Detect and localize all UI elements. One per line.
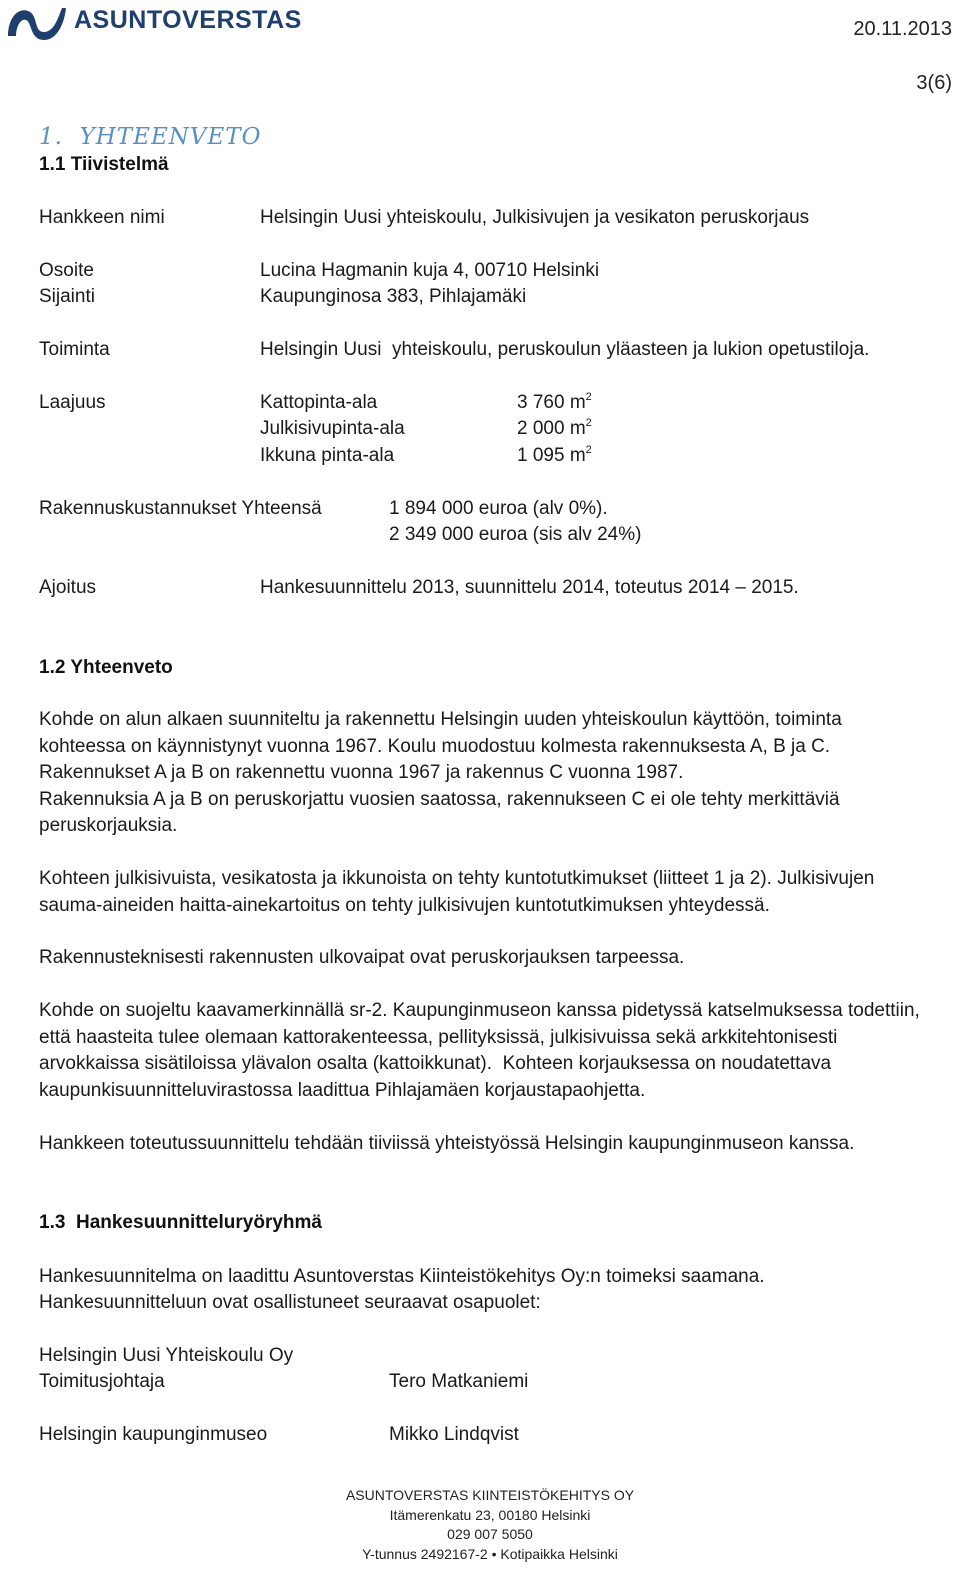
text-line: Kohde on suojeltu kaavamerkinnällä sr-2. Kaupunginmuseon kanssa pidetyssä katselmuksessa todettiin, (39, 1000, 920, 1021)
overview-paragraph (39, 866, 955, 919)
location-label: Sijainti (39, 286, 95, 307)
scope-value: 3 760 $m^2$ (517, 391, 592, 413)
participant-role: Toimitusjohtaja (39, 1371, 165, 1392)
text-line: kohteessa on käynnistynyt vuonna 1967. Koulu muodostuu kolmesta rakennuksesta A, B ja C. (39, 735, 831, 757)
location: Kaupunginosa 383, Pihlajamäki (260, 286, 527, 307)
participant-organization: Helsingin kaupunginmuseo (39, 1424, 268, 1445)
schedule-label: Ajoitus (39, 577, 97, 598)
scope-name: Julkisivupinta-ala (260, 418, 405, 439)
cost-gross: 2 349 000 euroa (sis alv 24%) (389, 524, 642, 545)
team-heading: 1.3 Hankesuunnitteluryöryhmä (39, 1212, 322, 1233)
overview-paragraph (39, 707, 955, 840)
text-line: Kohde on alun alkaen suunniteltu ja rakennettu Helsingin uuden yhteiskoulun käyttöön, toiminta (39, 709, 842, 730)
text-line: kaupunkisuunnitteluvirastossa laadittua Pihlajamäen korjaustapaohjetta. (39, 1079, 646, 1101)
team-paragraph: Hankesuunnitelma on laadittu Asuntoverstas Kiinteistökehitys Oy:n toimeksi saamana. (39, 1266, 765, 1287)
overview-heading: 1.2 Yhteenveto (39, 657, 173, 678)
document-date: 20.11.2013 (853, 18, 952, 40)
scope-value: 2 000 $m^2$ (517, 417, 592, 439)
schedule: Hankesuunnittelu 2013, suunnittelu 2014, toteutus 2014 – 2015. (260, 577, 799, 598)
activity: Helsingin Uusi yhteiskoulu, peruskoulun yläasteen ja lukion opetustiloja. (260, 339, 870, 360)
overview-paragraph: Rakennusteknisesti rakennusten ulkovaipat ovat peruskorjauksen tarpeessa. (39, 947, 685, 968)
participant-person: Mikko Lindqvist (389, 1424, 519, 1445)
participant-person: Tero Matkaniemi (389, 1371, 529, 1392)
text-line: Kohteen julkisivuista, vesikatosta ja ikkunoista on tehty kuntotutkimukset (liitteet 1 ja 2). Julkisivujen (39, 868, 875, 889)
scope-name: Kattopinta-ala (260, 392, 378, 413)
page-footer (290, 1486, 690, 1564)
address-label: Osoite (39, 260, 94, 281)
activity-label: Toiminta (39, 339, 110, 360)
overview-paragraph: Hankkeen toteutussuunnittelu tehdään tiiviissä yhteistyössä Helsingin kaupunginmuseon kanssa. (39, 1133, 855, 1154)
address: Lucina Hagmanin kuja 4, 00710 Helsinki (260, 260, 600, 281)
participant-organization: Helsingin Uusi Yhteiskoulu Oy (39, 1345, 294, 1366)
text-line: sauma-aineiden haitta-ainekartoitus on tehty julkisivujen kuntotutkimuksen yhteydessä. (39, 894, 770, 916)
text-line: arvokkaissa sisätiloissa ylävalon osalta (kattoikkunat). Kohteen korjauksessa on noudatettava (39, 1053, 832, 1074)
scope-label: Laajuus (39, 392, 106, 413)
cost-net: 1 894 000 euroa (alv 0%). (389, 498, 608, 519)
text-line: että haasteita tulee olemaan kattorakenteessa, pellityksissä, julkisivuissa sekä arkkitehtonisesti (39, 1026, 838, 1048)
project-name-label: Hankkeen nimi (39, 207, 165, 228)
company-logo (4, 2, 304, 42)
project-name: Helsingin Uusi yhteiskoulu, Julkisivujen ja vesikaton peruskorjaus (260, 207, 810, 228)
logo-mark-icon (4, 2, 68, 42)
text-line: peruskorjauksia. (39, 815, 178, 836)
team-paragraph: Hankesuunnitteluun ovat osallistuneet seuraavat osapuolet: (39, 1292, 541, 1313)
scope-value: 1 095 $m^2$ (517, 444, 592, 466)
logo-text: ASUNTOVERSTAS (74, 6, 302, 34)
text-line: Rakennuksia A ja B on peruskorjattu vuosien saatossa, rakennukseen C ei ole tehty merkittäviä (39, 788, 840, 810)
footer-address: Itämerenkatu 23, 00180 Helsinki (389, 1506, 591, 1523)
page-number: 3(6) (916, 72, 952, 94)
summary-heading: 1.1 Tiivistelmä (39, 154, 169, 175)
overview-paragraph (39, 998, 955, 1104)
text-line: Rakennukset A ja B on rakennettu vuonna 1967 ja rakennus C vuonna 1987. (39, 762, 684, 783)
scope-name: Ikkuna pinta-ala (260, 445, 395, 466)
costs-label: Rakennuskustannukset Yhteensä (39, 498, 322, 519)
section-heading: 1. YHTEENVETO (39, 124, 262, 150)
footer-business-id: Y-tunnus 2492167-2 • Kotipaikka Helsinki (362, 1545, 618, 1562)
footer-company: ASUNTOVERSTAS KIINTEISTÖKEHITYS OY (345, 1487, 635, 1503)
footer-phone: 029 007 5050 (447, 1526, 533, 1542)
